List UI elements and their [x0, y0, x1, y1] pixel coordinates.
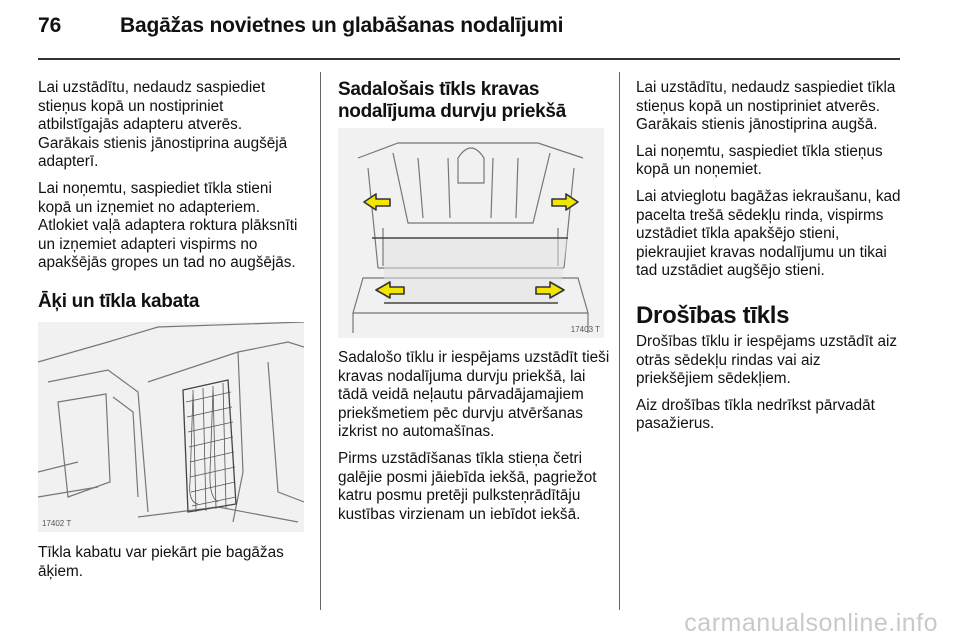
- section-heading-safety-net: Drošības tīkls: [636, 302, 790, 329]
- cargo-net-illustration: [338, 128, 604, 338]
- middle-paragraph-1: Sadalošo tīklu ir iespējams uzstādīt tieši kravas nodalījuma durvju priekšā, lai tādā veidā neļautu pārvadājamajiem priekšmetiem pēc durvju atvēršanas izkrist no automašīnas.: [338, 349, 610, 441]
- left-paragraph-2: Lai noņemtu, saspiediet tīkla stieni kopā un izņemiet no adapteriem. Atlokiet vaļā adaptera roktura plāksnīti un izņemiet adapteri vispirms no apakšējās gropes un tad no augšējās.: [38, 179, 298, 272]
- right-paragraph-5: Aiz drošības tīkla nedrīkst pārvadāt pasažierus.: [636, 396, 875, 433]
- column-divider-left: [320, 72, 321, 610]
- middle-text-block: [338, 349, 610, 532]
- right-paragraph-1: Lai uzstādītu, nedaudz saspiediet tīkla stieņus kopā un nostipriniet atverēs. Garākais stienis jānostiprina augšā.: [636, 79, 896, 134]
- figure-net-pocket: [38, 322, 304, 532]
- column-divider-right: [619, 72, 620, 610]
- figure-code-middle: 17403 T: [570, 325, 600, 334]
- section-heading-divider-net: Sadalošais tīkls kravas nodalījuma durvju priekšā: [338, 79, 566, 122]
- left-caption-block: [38, 544, 306, 589]
- left-caption: Tīkla kabatu var piekārt pie bagāžas āķiem.: [38, 544, 284, 580]
- left-heading-block: [38, 291, 306, 313]
- watermark: carmanualsonline.info: [684, 609, 938, 637]
- right-heading-block: [636, 302, 902, 330]
- net-pocket-illustration: [38, 322, 304, 532]
- middle-heading-block: [338, 79, 608, 123]
- page-title: Bagāžas novietnes un glabāšanas nodalījumi: [120, 14, 564, 37]
- right-paragraph-2: Lai noņemtu, saspiediet tīkla stieņus kopā un noņemiet.: [636, 142, 883, 179]
- arrow-upper-right: [552, 194, 578, 210]
- middle-paragraph-2: Pirms uzstādīšanas tīkla stieņa četri galējie posmi jāiebīda iekšā, pagriežot katru posmu pretēji pulksteņrādītāju kustības virzienam un iebīdot iekšā.: [338, 449, 597, 523]
- figure-code-left: 17402 T: [42, 519, 72, 528]
- arrow-upper-left: [364, 194, 390, 210]
- left-column: [38, 79, 306, 281]
- header-rule: [38, 58, 900, 60]
- right-paragraph-4: Drošības tīklu ir iespējams uzstādīt aiz otrās sēdekļu rindas vai aiz priekšējiem sēdekļiem.: [636, 333, 897, 388]
- left-paragraph-1: Lai uzstādītu, nedaudz saspiediet stieņus kopā un nostipriniet atbilstīgajās adapteru atverēs. Garākais stienis jānostiprina augšējā adapterī.: [38, 79, 288, 171]
- figure-cargo-divider-net: [338, 128, 604, 338]
- page-number: 76: [38, 14, 62, 37]
- right-text-block: [636, 79, 902, 289]
- right-paragraph-3: Lai atvieglotu bagāžas iekraušanu, kad pacelta trešā sēdekļu rinda, vispirms uzstādiet tīkla apakšējo stieni, piekraujiet kravas nodalījumu un tikai tad uzstādiet augšējo stieni.: [636, 187, 901, 280]
- section-heading-hooks-net-pocket: Āķi un tīkla kabata: [38, 291, 200, 312]
- right-text-block-2: [636, 333, 902, 442]
